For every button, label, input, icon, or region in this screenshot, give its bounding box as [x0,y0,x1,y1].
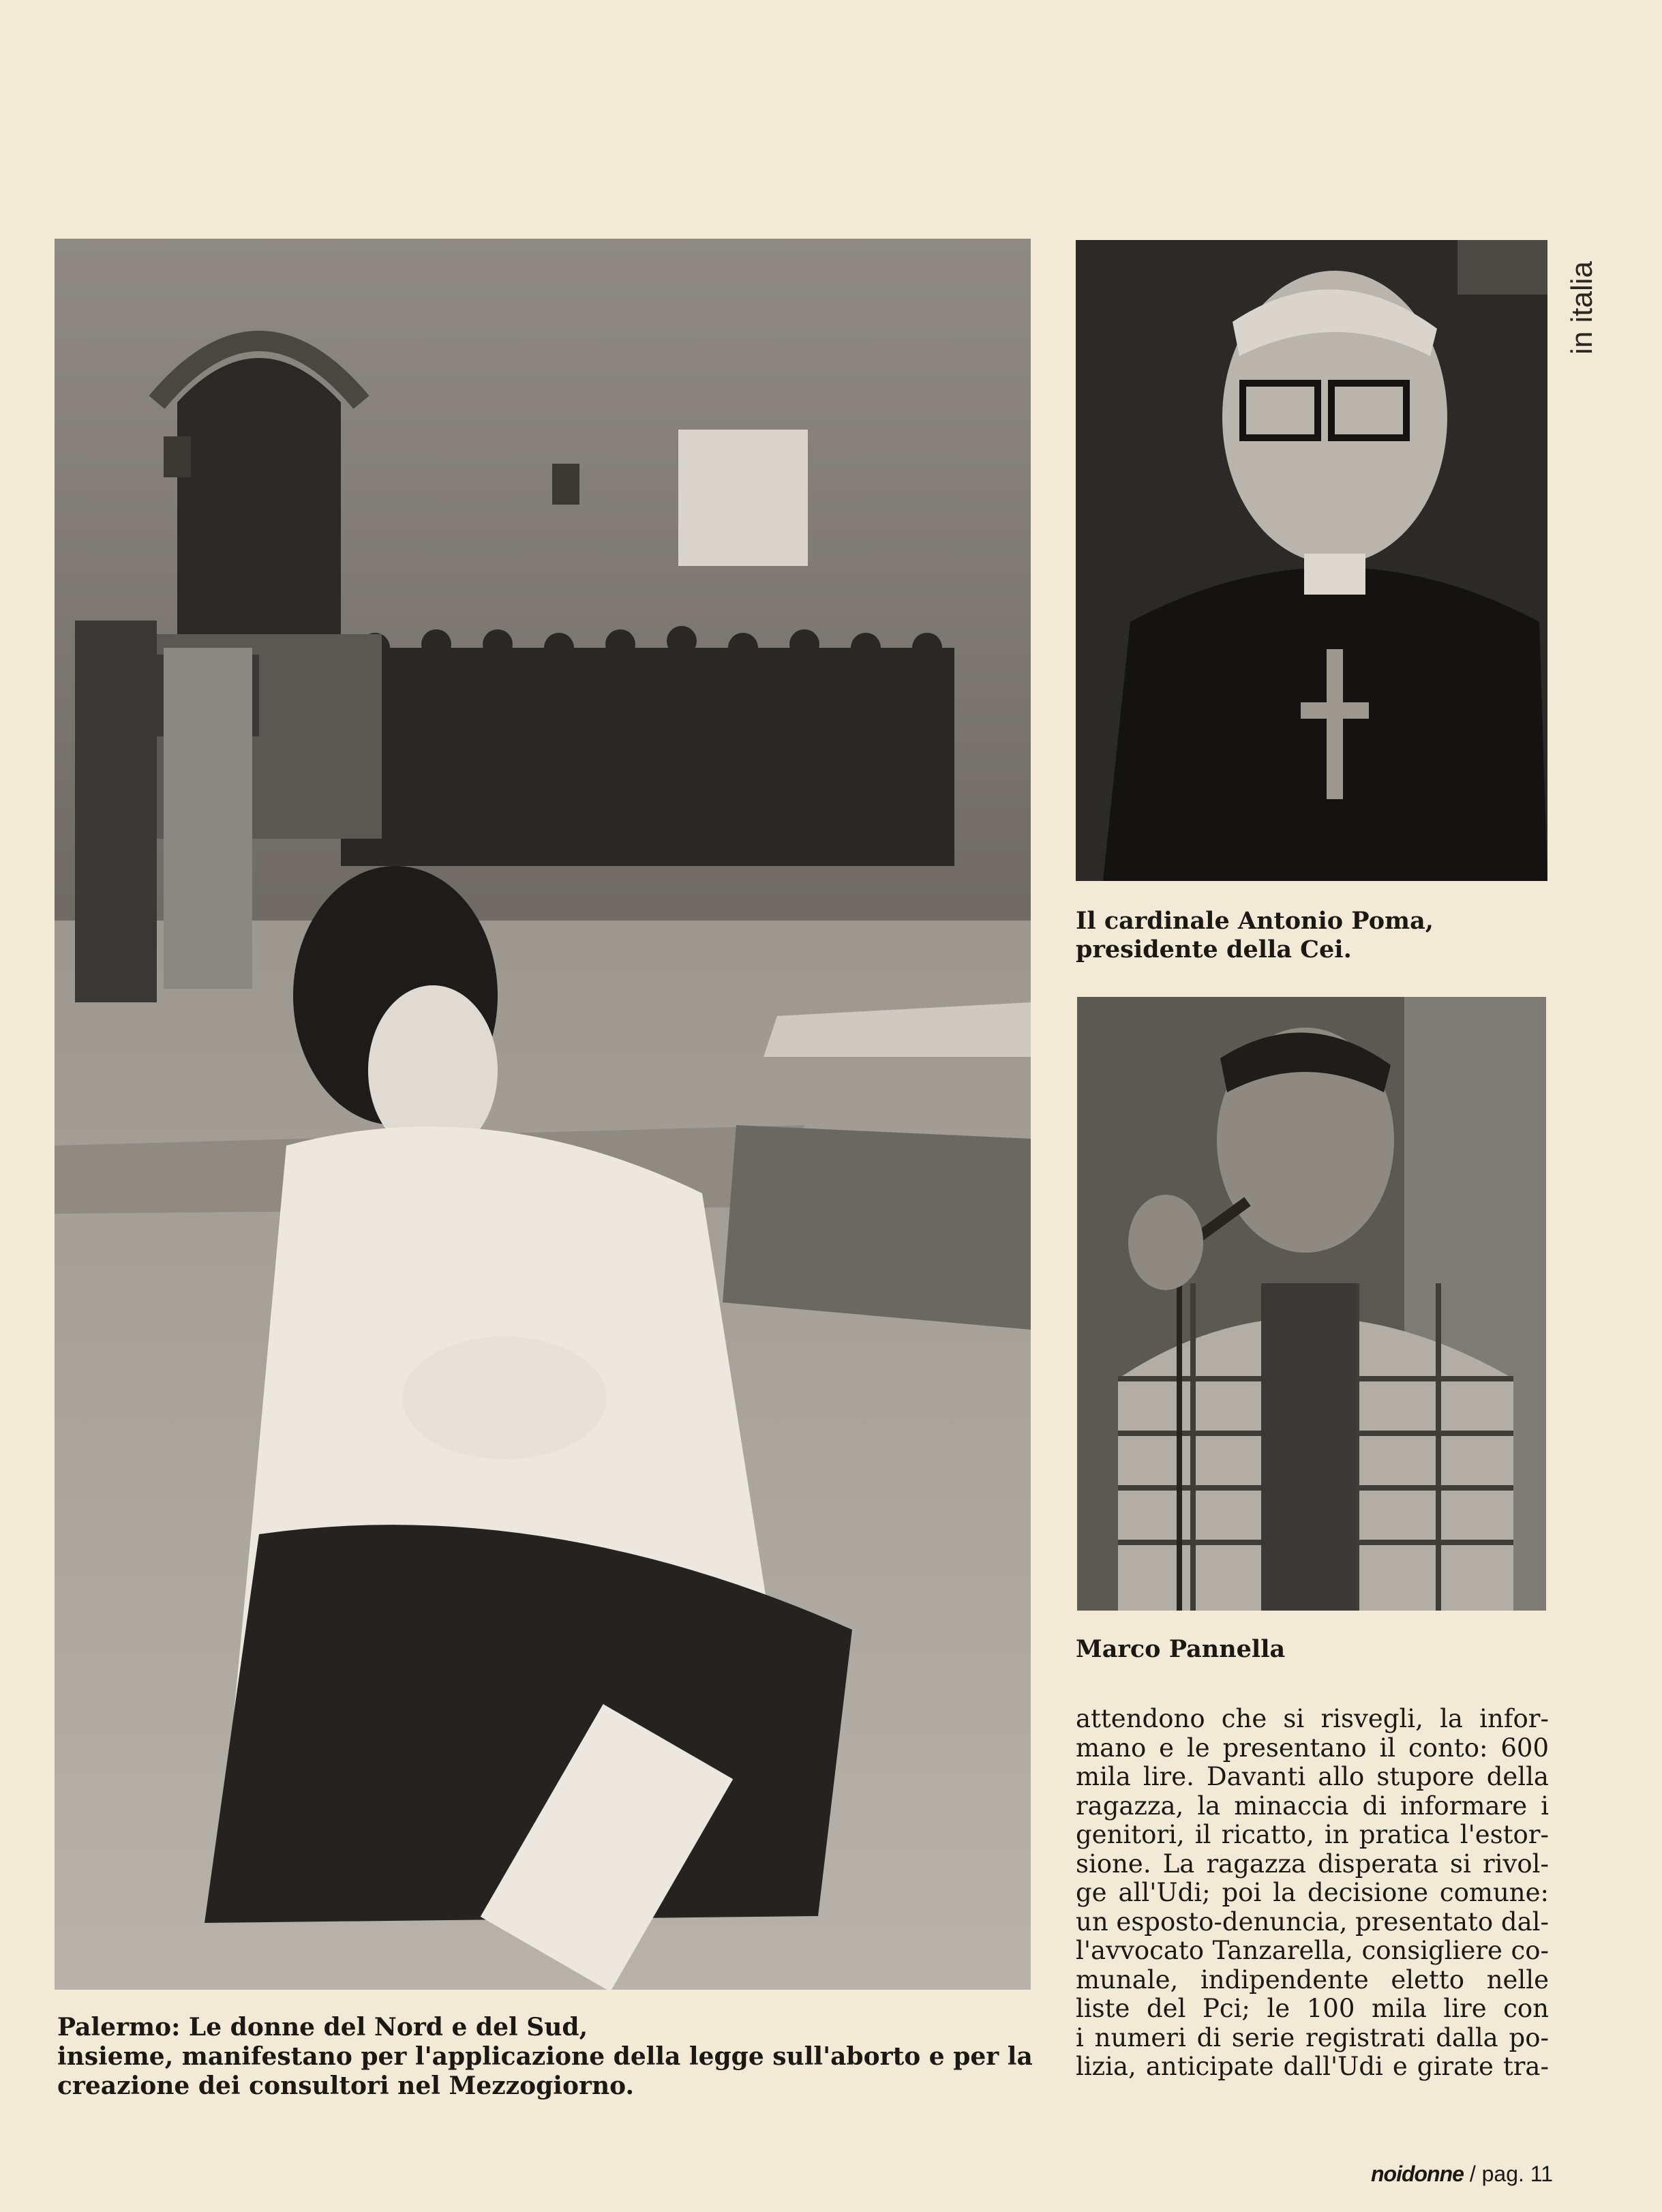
caption-line: Il cardinale Antonio Poma, [1076,907,1434,935]
article-line: liste del Pci; le 100 mila lire con [1076,1994,1549,2023]
article-line: ge all'Udi; poi la decisione comune: [1076,1878,1549,1907]
photo-marco-pannella [1077,997,1546,1611]
caption-cardinal-photo [1076,907,1553,964]
page-footer [1371,2162,1553,2187]
article-line: sione. La ragazza disperata si rivol- [1076,1849,1549,1879]
caption-line: Palermo: Le donne del Nord e del Sud, [57,2013,588,2042]
article-line: ragazza, la minaccia di informare i [1076,1791,1549,1821]
photo-cardinal-antonio-poma [1076,240,1547,881]
article-line: attendono che si risvegli, la infor- [1076,1704,1549,1733]
page-number: / pag. 11 [1469,2162,1553,2186]
article-line: munale, indipendente eletto nelle [1076,1964,1549,1994]
article-line: un esposto-denuncia, presentato dal- [1076,1907,1550,1937]
magazine-brand: noidonne [1370,2162,1464,2186]
photo-palermo-demonstration [55,239,1031,1990]
article-line: mano e le presentano il conto: 600 [1076,1733,1549,1763]
article-line: mila lire. Davanti allo stupore della [1076,1762,1549,1791]
article-body [1076,1705,1549,2082]
article-line: genitori, il ricatto, in pratica l'estor- [1076,1820,1549,1849]
article-line: lizia, anticipate dall'Udi e girate tra- [1076,2052,1549,2081]
caption-line: Marco Pannella [1076,1635,1286,1663]
article-line: i numeri di serie registrati dalla po- [1076,2022,1549,2052]
caption-pannella-photo [1076,1635,1553,1664]
caption-palermo-photo [57,2013,1032,2102]
section-label: in italia [1565,261,1599,355]
caption-line: insieme, manifestano per l'applicazione della legge sull'aborto e per la [57,2042,1033,2072]
caption-line: presidente della Cei. [1076,936,1352,963]
article-line: l'avvocato Tanzarella, consigliere co- [1076,1936,1549,1965]
caption-line: creazione dei consultori nel Mezzogiorno. [57,2072,635,2101]
